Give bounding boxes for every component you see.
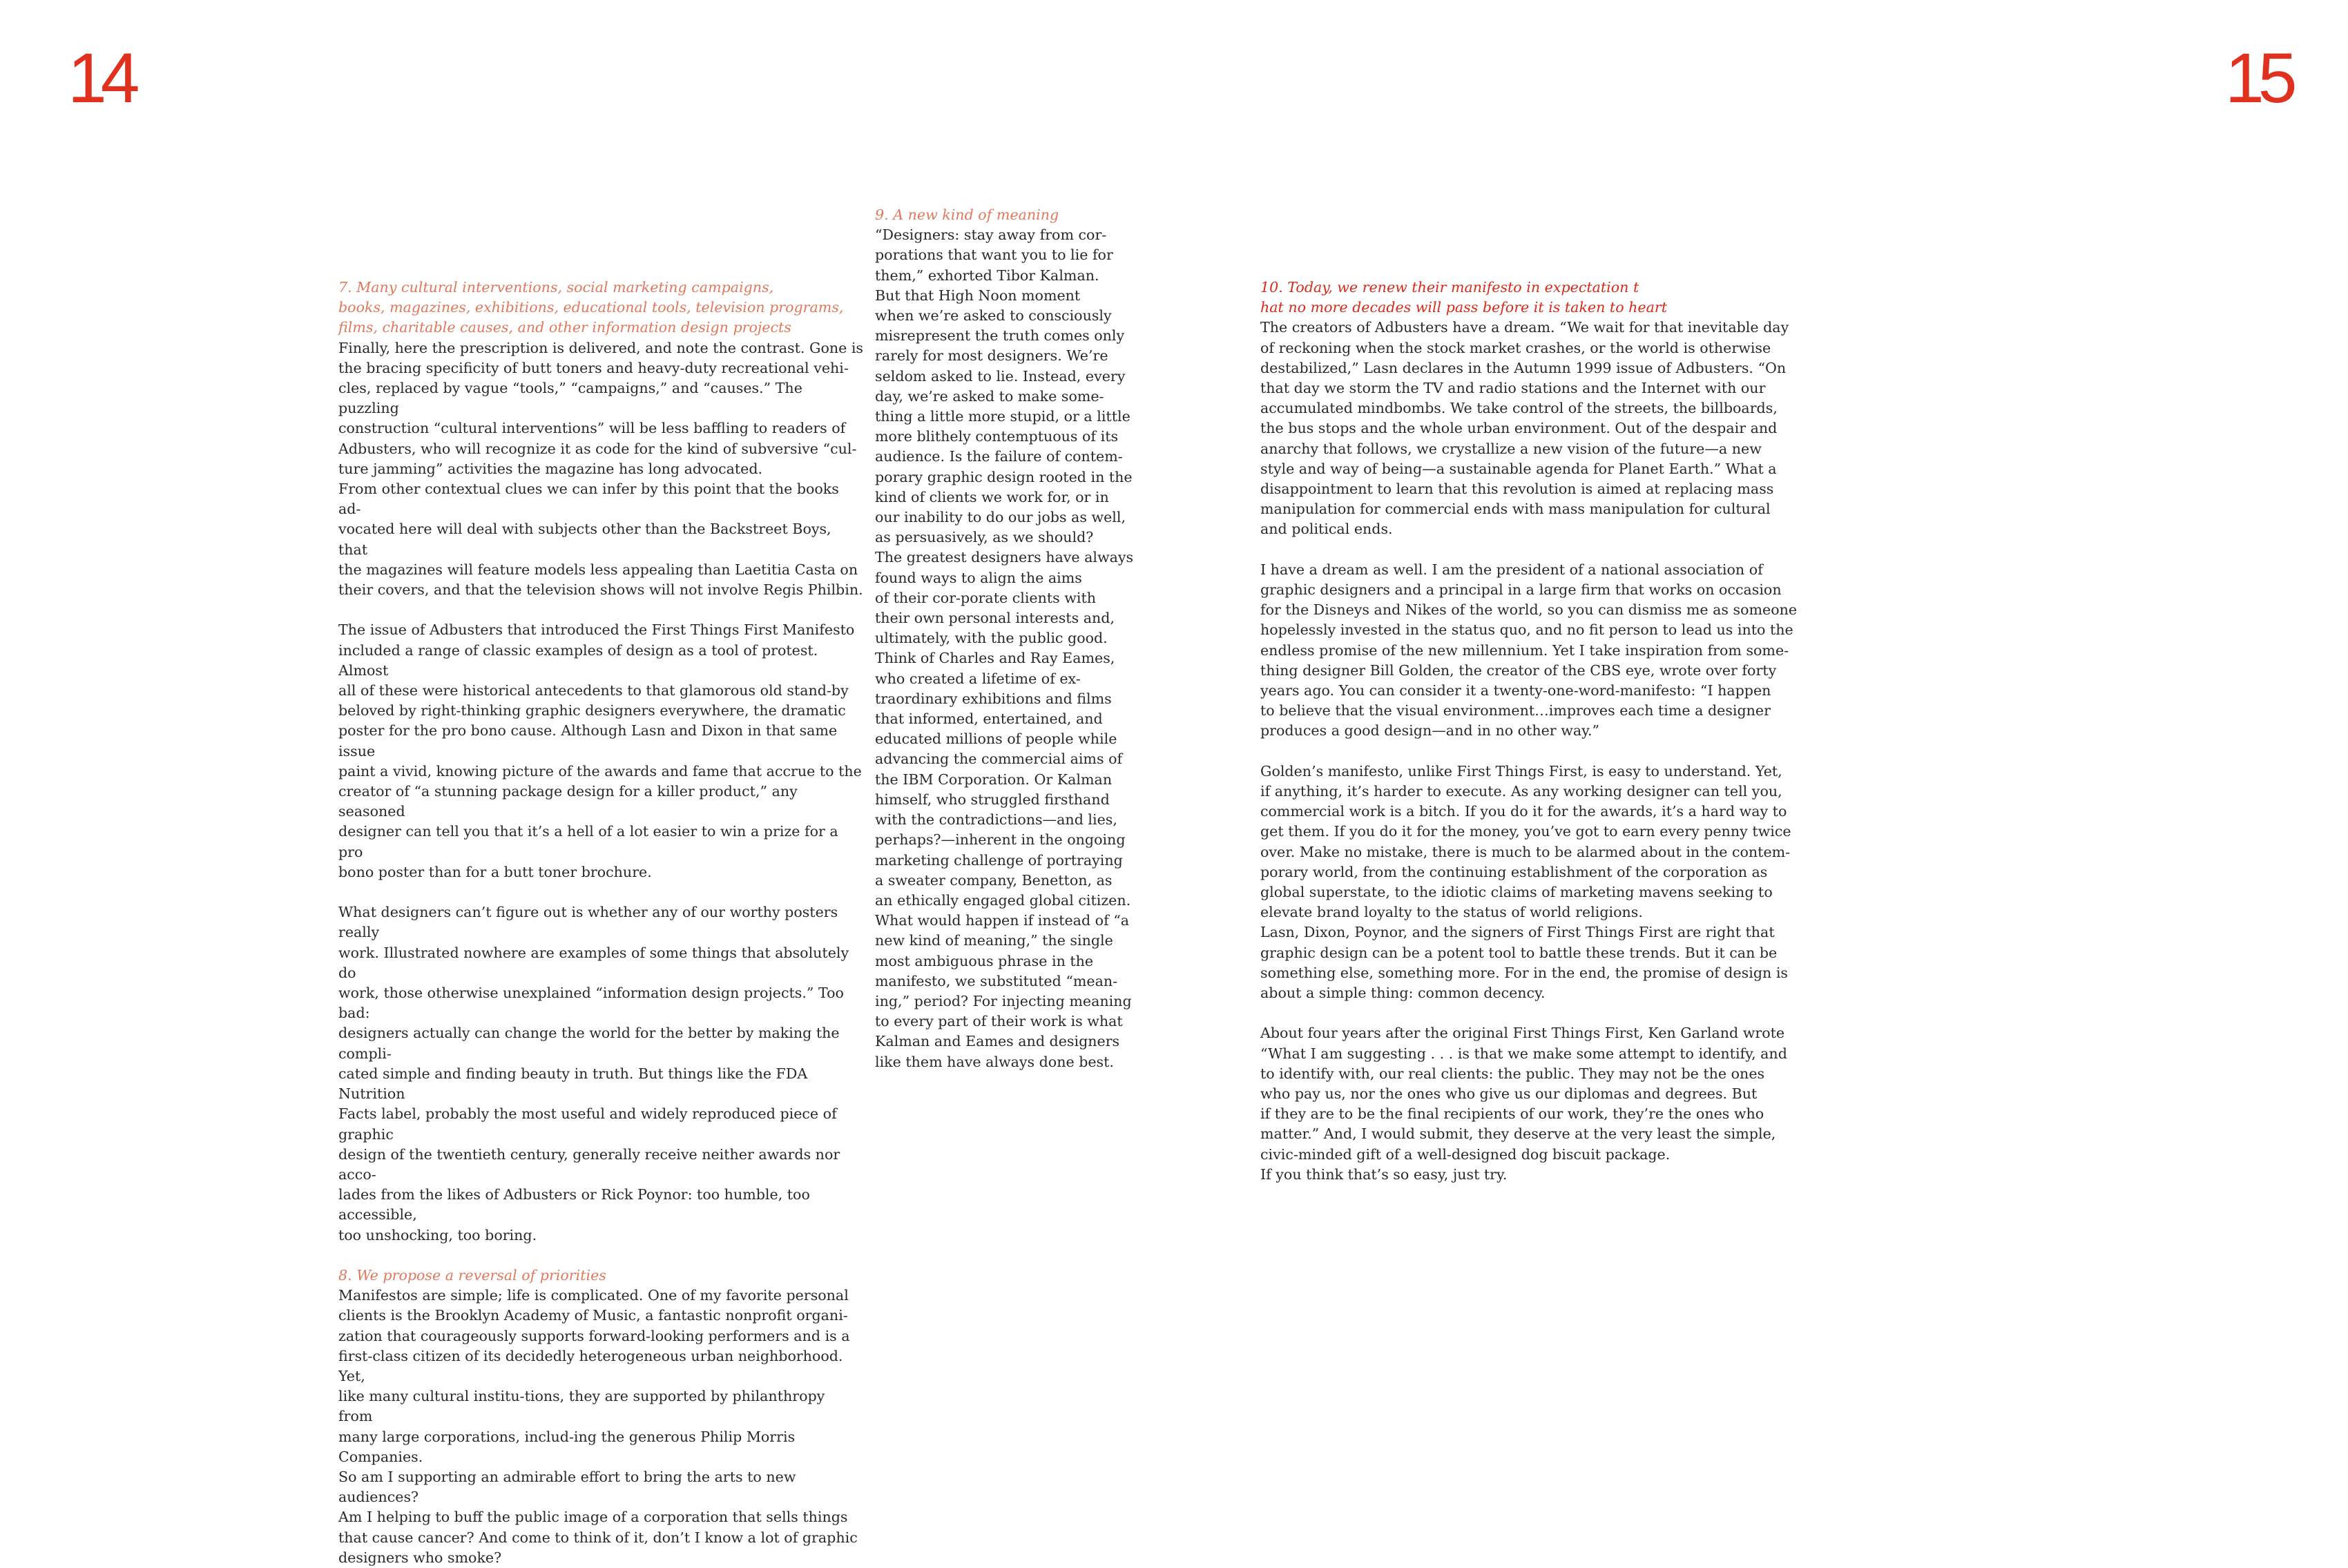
paragraph: About four years after the original First Things First, Ken Garland wrote “What I am suggesting . . . is that we make some attempt to identify, and to identify with, our real clients: the public. They may not be the ones who pay us, nor the ones who give us our diplomas and degrees. But if they are to be the final recipients of our work, they’re the ones who matter.” And, I would submit, they deserve at the very least the simple, civic-minded gift of a well-designed dog biscuit package. If you think that’s so easy, just try. <box>1260 1025 1787 1183</box>
paragraph: Finally, here the prescription is delivered, and note the contrast. Gone is the bracing specificity of butt toners and heavy-duty recreational vehi- cles, replaced by vague “tools,” “campaigns,” and “causes.” The puzzling construction “cultural interventions” will be less baffling to readers of Adbusters, who will recognize it as code for the kind of subversive “cul- ture jamming” activities the magazine has long advocated. From other contextual clues we can infer by this point that the books ad- vocated here will deal with subjects other than the Backstreet Boys, that the magazines will feature models less appealing than Laetitia Casta on their covers, and that the television shows will not involve Regis Philbin. <box>338 339 863 599</box>
paragraph: “Designers: stay away from cor- porations that want you to lie for them,” exhorted Tibor Kalman. But that High Noon moment when we’re asked to consciously misrepresent the truth comes only rarely for most designers. We’re seldom asked to lie. Instead, every day, we’re asked to make some- thing a little more stupid, or a little more blithely contemptuous of its audience. Is the failure of contem- porary graphic design rooted in the kind of clients we work for, or in our inability to do our jobs as well, as persuasively, as we should? The greatest designers have always found ways to align the aims of their cor-porate clients with their own personal interests and, ultimately, with the public good. Think of Charles and Ray Eames, who created a lifetime of ex- traordinary exhibitions and films that informed, entertained, and educated millions of people while advancing the commercial aims of the IBM Corporation. Or Kalman himself, who struggled firsthand with the contradictions—and lies, perhaps?—inherent in the ongoing marketing challenge of portraying a sweater company, Benetton, as an ethically engaged global citizen. What would happen if instead of “a new kind of meaning,” the single most ambiguous phrase in the manifesto, we substituted “mean- ing,” period? For injecting meaning to every part of their work is what Kalman and Eames and designers like them have always done best. <box>875 226 1134 1070</box>
column-right <box>1260 278 1799 1185</box>
heading-10: 10. Today, we renew their manifesto in expectation t hat no more decades will pass before it is taken to heart <box>1260 279 1667 316</box>
column-left <box>338 278 863 1568</box>
paragraph: The creators of Adbusters have a dream. “We wait for that inevitable day of reckoning when the stock market crashes, or the world is otherwise destabilized,” Lasn declares in the Autumn 1999 issue of Adbusters. “On that day we storm the TV and radio stations and the Internet with our accumulated mindbombs. We take control of the streets, the billboards, the bus stops and the whole urban environment. Out of the despair and anarchy that follows, we crystallize a new vision of the future—a new style and way of being—a sustainable agenda for Planet Earth.” What a disappointment to learn that this revolution is aimed at replacing mass manipulation for commercial ends with mass manipulation for cultural and political ends. <box>1260 319 1789 538</box>
paragraph: Golden’s manifesto, unlike First Things First, is easy to understand. Yet, if anything, it’s harder to execute. As any working designer can tell you, commercial work is a bitch. If you do it for the awards, it’s a hard way to get them. If you do it for the money, you’ve got to earn every penny twice over. Make no mistake, there is much to be alarmed about in the contem- porary world, from the continuing establishment of the corporation as global superstate, to the idiotic claims of marketing mavens seeking to elevate brand loyalty to the status of world religions. Lasn, Dixon, Poynor, and the signers of First Things First are right that graphic design can be a potent tool to battle these trends. But it can be something else, something more. For in the end, the promise of design is about a simple thing: common decency. <box>1260 762 1791 1002</box>
column-middle <box>875 205 1137 1072</box>
paragraph: What designers can’t figure out is whether any of our worthy posters really work. Illustrated nowhere are examples of some things that absolutely do work, those otherwise unexplained “information design projects.” Too bad: designers actually can change the world for the better by making the compli- cated simple and finding beauty in truth. But things like the FDA Nutrition Facts label, probably the most useful and widely reproduced piece of graphic design of the twentieth century, generally receive neither awards nor acco- lades from the likes of Adbusters or Rick Poynor: too humble, too accessible, too unshocking, too boring. <box>338 904 849 1243</box>
heading-7: 7. Many cultural interventions, social marketing campaigns, books, magazines, exhibitions, educational tools, television programs, films, charitable causes, and other information design projects <box>338 279 844 336</box>
page-number-right: 15 <box>2225 39 2291 117</box>
paragraph: Manifestos are simple; life is complicated. One of my favorite personal clients is the Brooklyn Academy of Music, a fantastic nonprofit organi- zation that courageously supports forward-looking performers and is a first-class citizen of its decidedly heterogeneous urban neighborhood. Yet, like many cultural institu-tions, they are supported by philanthropy from many large corporations, includ-ing the generous Philip Morris Companies. So am I supporting an admirable effort to bring the arts to new audiences? Am I helping to buff the public image of a corporation that sells things that cause cancer? And come to think of it, don’t I know a lot of graphic designers who smoke? <box>338 1287 858 1566</box>
paragraph: The issue of Adbusters that introduced the First Things First Manifesto included a range of classic examples of design as a tool of protest. Almost all of these were historical antecedents to that glamorous old stand-by beloved by right-thinking graphic designers everywhere, the dramatic poster for the pro bono cause. Although Lasn and Dixon in that same issue paint a vivid, knowing picture of the awards and fame that accrue to the creator of “a stunning package design for a killer product,” any seasoned designer can tell you that it’s a hell of a lot easier to win a prize for a pro bono poster than for a butt toner brochure. <box>338 621 862 880</box>
heading-8: 8. We propose a reversal of priorities <box>338 1266 606 1284</box>
page-number-left: 14 <box>68 39 134 117</box>
paragraph: I have a dream as well. I am the president of a national association of graphic designers and a principal in a large firm that works on occasion for the Disneys and Nikes of the world, so you can dismiss me as someone hopelessly invested in the status quo, and no fit person to lead us into the endless promise of the new millennium. Yet I take inspiration from some- thing designer Bill Golden, the creator of the CBS eye, wrote over forty years ago. You can consider it a twenty-one-word-manifesto: “I happen to believe that the visual environment…improves each time a designer produces a good design—and in no other way.” <box>1260 561 1798 739</box>
heading-9: 9. A new kind of meaning <box>875 206 1059 223</box>
